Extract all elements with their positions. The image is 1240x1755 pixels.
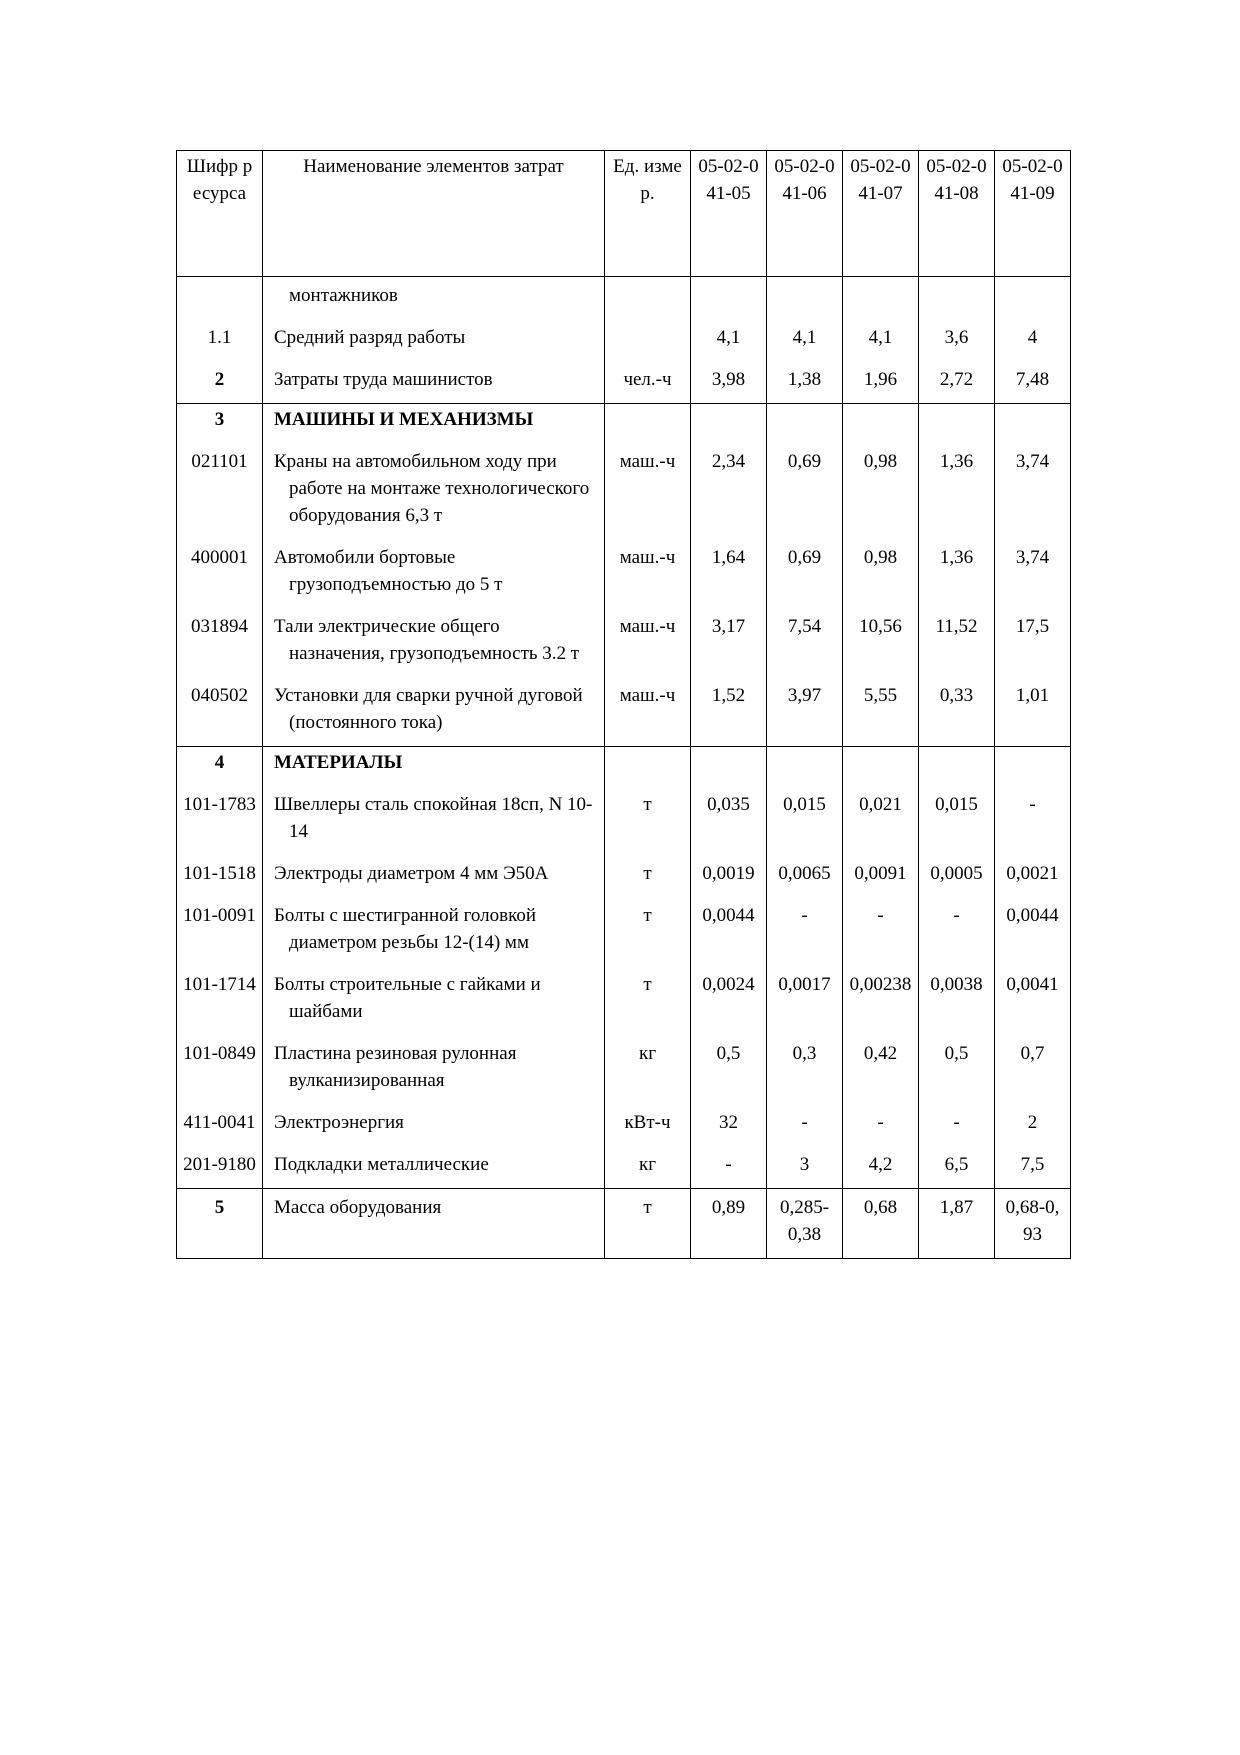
cell-value-col-1: 32 bbox=[691, 1104, 767, 1146]
cell-value-col-3: 0,00238 bbox=[843, 966, 919, 1035]
cell-unit: кг bbox=[605, 1035, 691, 1104]
cell-value-col-5: 4 bbox=[995, 319, 1071, 361]
cell-value-col-5: 0,7 bbox=[995, 1035, 1071, 1104]
table-row bbox=[177, 1035, 1071, 1104]
cost-element-text: Болты с шестигранной головкой диаметром резьбы 12-(14) мм bbox=[274, 905, 537, 953]
cell-value-col-4 bbox=[919, 404, 995, 444]
cell-value-col-2: - bbox=[767, 897, 843, 966]
cell-cost-element-name bbox=[263, 897, 605, 966]
cell-value-col-3 bbox=[843, 747, 919, 787]
cost-element-text: Средний разряд работы bbox=[274, 327, 466, 348]
cell-value-col-2 bbox=[767, 747, 843, 787]
cell-resource-code: 021101 bbox=[177, 443, 263, 539]
cell-value-col-1: 1,52 bbox=[691, 677, 767, 747]
cell-resource-code bbox=[177, 277, 263, 320]
table-header-row bbox=[177, 151, 1071, 277]
table-row bbox=[177, 608, 1071, 677]
table-row bbox=[177, 443, 1071, 539]
cell-value-col-1: 0,0044 bbox=[691, 897, 767, 966]
resource-table-page bbox=[176, 150, 1070, 1259]
cell-resource-code: 031894 bbox=[177, 608, 263, 677]
table-row bbox=[177, 966, 1071, 1035]
cell-cost-element-name bbox=[263, 361, 605, 404]
cost-element-text: Пластина резиновая рулонная вулканизированная bbox=[274, 1043, 517, 1091]
cell-cost-element-name bbox=[263, 1035, 605, 1104]
header-col-3: 05-02-041-07 bbox=[843, 151, 919, 277]
cell-value-col-1: - bbox=[691, 1146, 767, 1189]
cell-value-col-5 bbox=[995, 747, 1071, 787]
cell-resource-code: 101-1714 bbox=[177, 966, 263, 1035]
cell-value-col-3: 0,98 bbox=[843, 539, 919, 608]
table-row bbox=[177, 1104, 1071, 1146]
cell-value-col-5 bbox=[995, 277, 1071, 320]
cell-value-col-3: 0,021 bbox=[843, 786, 919, 855]
cost-element-text: МАШИНЫ И МЕХАНИЗМЫ bbox=[274, 409, 534, 430]
header-col-2: 05-02-041-06 bbox=[767, 151, 843, 277]
cell-value-col-3: 4,2 bbox=[843, 1146, 919, 1189]
cell-value-col-5 bbox=[995, 404, 1071, 444]
cell-unit: т bbox=[605, 897, 691, 966]
cell-cost-element-name bbox=[263, 1189, 605, 1259]
cell-value-col-5: 7,5 bbox=[995, 1146, 1071, 1189]
cell-resource-code: 101-0091 bbox=[177, 897, 263, 966]
cell-value-col-3: 5,55 bbox=[843, 677, 919, 747]
table-row bbox=[177, 361, 1071, 404]
cell-value-col-3: 10,56 bbox=[843, 608, 919, 677]
cell-value-col-4: 0,015 bbox=[919, 786, 995, 855]
cell-value-col-4: 1,87 bbox=[919, 1189, 995, 1259]
cell-resource-code: 1.1 bbox=[177, 319, 263, 361]
table-body bbox=[177, 277, 1071, 1259]
cell-value-col-3 bbox=[843, 404, 919, 444]
cell-value-col-5: 0,0044 bbox=[995, 897, 1071, 966]
cell-cost-element-name bbox=[263, 1146, 605, 1189]
table-row bbox=[177, 404, 1071, 444]
cost-element-text: Электроды диаметром 4 мм Э50А bbox=[274, 863, 549, 884]
cell-value-col-4: 3,6 bbox=[919, 319, 995, 361]
cell-resource-code: 101-0849 bbox=[177, 1035, 263, 1104]
cost-element-text: Электроэнергия bbox=[274, 1112, 404, 1133]
cell-value-col-4: 0,33 bbox=[919, 677, 995, 747]
cell-value-col-2: 0,015 bbox=[767, 786, 843, 855]
cell-unit: т bbox=[605, 966, 691, 1035]
cell-unit bbox=[605, 404, 691, 444]
cell-value-col-3: 0,68 bbox=[843, 1189, 919, 1259]
cell-value-col-1: 3,98 bbox=[691, 361, 767, 404]
cell-cost-element-name bbox=[263, 855, 605, 897]
cell-value-col-5: 7,48 bbox=[995, 361, 1071, 404]
table-row bbox=[177, 319, 1071, 361]
cell-value-col-1: 0,5 bbox=[691, 1035, 767, 1104]
cell-cost-element-name bbox=[263, 319, 605, 361]
cell-value-col-3: - bbox=[843, 897, 919, 966]
cell-value-col-1: 1,64 bbox=[691, 539, 767, 608]
cell-resource-code: 3 bbox=[177, 404, 263, 444]
cell-cost-element-name bbox=[263, 539, 605, 608]
cell-cost-element-name bbox=[263, 677, 605, 747]
cell-value-col-4: 11,52 bbox=[919, 608, 995, 677]
cell-value-col-2: 0,3 bbox=[767, 1035, 843, 1104]
cost-element-text: Тали электрические общего назначения, грузоподъемность 3.2 т bbox=[274, 616, 580, 664]
cell-value-col-5: 0,0041 bbox=[995, 966, 1071, 1035]
cell-resource-code: 400001 bbox=[177, 539, 263, 608]
cell-value-col-2: 3 bbox=[767, 1146, 843, 1189]
cell-value-col-5: 17,5 bbox=[995, 608, 1071, 677]
cost-element-text: Автомобили бортовые грузоподъемностью до 5 т bbox=[274, 547, 503, 595]
cost-element-text: Подкладки металлические bbox=[274, 1154, 489, 1175]
cell-unit: т bbox=[605, 855, 691, 897]
cell-value-col-4: 0,0005 bbox=[919, 855, 995, 897]
cell-value-col-4: 1,36 bbox=[919, 443, 995, 539]
cell-value-col-5: 3,74 bbox=[995, 539, 1071, 608]
cell-value-col-3: 4,1 bbox=[843, 319, 919, 361]
cell-value-col-1 bbox=[691, 404, 767, 444]
cell-unit: маш.-ч bbox=[605, 608, 691, 677]
cell-value-col-5: 0,0021 bbox=[995, 855, 1071, 897]
cell-value-col-2: 7,54 bbox=[767, 608, 843, 677]
cell-cost-element-name bbox=[263, 277, 605, 320]
cell-resource-code: 2 bbox=[177, 361, 263, 404]
cell-value-col-2 bbox=[767, 277, 843, 320]
cell-value-col-5: 2 bbox=[995, 1104, 1071, 1146]
cell-unit: чел.-ч bbox=[605, 361, 691, 404]
cell-value-col-5: - bbox=[995, 786, 1071, 855]
cost-element-text: Масса оборудования bbox=[274, 1197, 442, 1218]
cell-value-col-3 bbox=[843, 277, 919, 320]
cell-unit: маш.-ч bbox=[605, 443, 691, 539]
cell-value-col-2: 0,0017 bbox=[767, 966, 843, 1035]
cell-resource-code: 201-9180 bbox=[177, 1146, 263, 1189]
cell-unit bbox=[605, 747, 691, 787]
cell-value-col-2: 0,69 bbox=[767, 539, 843, 608]
cell-value-col-1: 0,035 bbox=[691, 786, 767, 855]
header-col-1: 05-02-041-05 bbox=[691, 151, 767, 277]
resource-cost-table bbox=[176, 150, 1071, 1259]
cell-value-col-1: 0,89 bbox=[691, 1189, 767, 1259]
cell-value-col-4 bbox=[919, 747, 995, 787]
cell-resource-code: 101-1783 bbox=[177, 786, 263, 855]
cell-value-col-2: 0,285-0,38 bbox=[767, 1189, 843, 1259]
cell-value-col-4: 0,0038 bbox=[919, 966, 995, 1035]
cell-value-col-5: 0,68-0,93 bbox=[995, 1189, 1071, 1259]
cost-element-text: Затраты труда машинистов bbox=[274, 369, 493, 390]
cost-element-text: Установки для сварки ручной дуговой (постоянного тока) bbox=[274, 685, 583, 733]
header-col-4: 05-02-041-08 bbox=[919, 151, 995, 277]
cell-value-col-2: 0,69 bbox=[767, 443, 843, 539]
cell-unit: т bbox=[605, 1189, 691, 1259]
header-name: Наименование элементов затрат bbox=[263, 151, 605, 277]
table-row bbox=[177, 786, 1071, 855]
cell-unit: маш.-ч bbox=[605, 677, 691, 747]
cost-element-text: Швеллеры сталь спокойная 18сп, N 10-14 bbox=[274, 794, 593, 842]
cell-resource-code: 101-1518 bbox=[177, 855, 263, 897]
cell-value-col-2: 0,0065 bbox=[767, 855, 843, 897]
cell-value-col-3: 0,42 bbox=[843, 1035, 919, 1104]
cost-element-text: МАТЕРИАЛЫ bbox=[274, 752, 403, 773]
cell-cost-element-name bbox=[263, 443, 605, 539]
cell-value-col-4: 2,72 bbox=[919, 361, 995, 404]
table-row bbox=[177, 897, 1071, 966]
table-row bbox=[177, 277, 1071, 320]
cell-value-col-4 bbox=[919, 277, 995, 320]
table-row bbox=[177, 1146, 1071, 1189]
cell-value-col-1 bbox=[691, 277, 767, 320]
cell-unit: кВт-ч bbox=[605, 1104, 691, 1146]
header-unit: Ед. измер. bbox=[605, 151, 691, 277]
table-row bbox=[177, 539, 1071, 608]
cell-unit: т bbox=[605, 786, 691, 855]
cell-value-col-4: 6,5 bbox=[919, 1146, 995, 1189]
cell-value-col-3: 0,98 bbox=[843, 443, 919, 539]
cell-value-col-4: - bbox=[919, 897, 995, 966]
cell-value-col-5: 1,01 bbox=[995, 677, 1071, 747]
table-row bbox=[177, 1189, 1071, 1259]
cell-value-col-2: 3,97 bbox=[767, 677, 843, 747]
cell-cost-element-name bbox=[263, 404, 605, 444]
cell-unit bbox=[605, 319, 691, 361]
cell-value-col-2: 1,38 bbox=[767, 361, 843, 404]
cell-value-col-2: 4,1 bbox=[767, 319, 843, 361]
cell-value-col-1: 0,0019 bbox=[691, 855, 767, 897]
cell-cost-element-name bbox=[263, 966, 605, 1035]
cell-value-col-3: 0,0091 bbox=[843, 855, 919, 897]
cell-value-col-1: 3,17 bbox=[691, 608, 767, 677]
cell-value-col-2 bbox=[767, 404, 843, 444]
cell-cost-element-name bbox=[263, 1104, 605, 1146]
cell-value-col-4: 0,5 bbox=[919, 1035, 995, 1104]
cell-value-col-5: 3,74 bbox=[995, 443, 1071, 539]
cell-value-col-3: - bbox=[843, 1104, 919, 1146]
cell-cost-element-name bbox=[263, 608, 605, 677]
cost-element-text: Болты строительные с гайками и шайбами bbox=[274, 974, 541, 1022]
header-code: Шифр ресурса bbox=[177, 151, 263, 277]
cell-value-col-3: 1,96 bbox=[843, 361, 919, 404]
cell-resource-code: 5 bbox=[177, 1189, 263, 1259]
table-row bbox=[177, 855, 1071, 897]
cell-value-col-4: 1,36 bbox=[919, 539, 995, 608]
cell-value-col-4: - bbox=[919, 1104, 995, 1146]
cell-cost-element-name bbox=[263, 747, 605, 787]
cell-cost-element-name bbox=[263, 786, 605, 855]
cost-element-text: монтажников bbox=[289, 285, 398, 306]
cell-value-col-1: 2,34 bbox=[691, 443, 767, 539]
cost-element-text: Краны на автомобильном ходу при работе на монтаже технологического оборудования 6,3 т bbox=[274, 451, 590, 526]
cell-resource-code: 4 bbox=[177, 747, 263, 787]
table-row bbox=[177, 747, 1071, 787]
cell-unit: кг bbox=[605, 1146, 691, 1189]
header-col-5: 05-02-041-09 bbox=[995, 151, 1071, 277]
table-row bbox=[177, 677, 1071, 747]
cell-resource-code: 040502 bbox=[177, 677, 263, 747]
cell-value-col-1 bbox=[691, 747, 767, 787]
cell-resource-code: 411-0041 bbox=[177, 1104, 263, 1146]
cell-unit bbox=[605, 277, 691, 320]
cell-unit: маш.-ч bbox=[605, 539, 691, 608]
cell-value-col-2: - bbox=[767, 1104, 843, 1146]
cell-value-col-1: 4,1 bbox=[691, 319, 767, 361]
cell-value-col-1: 0,0024 bbox=[691, 966, 767, 1035]
